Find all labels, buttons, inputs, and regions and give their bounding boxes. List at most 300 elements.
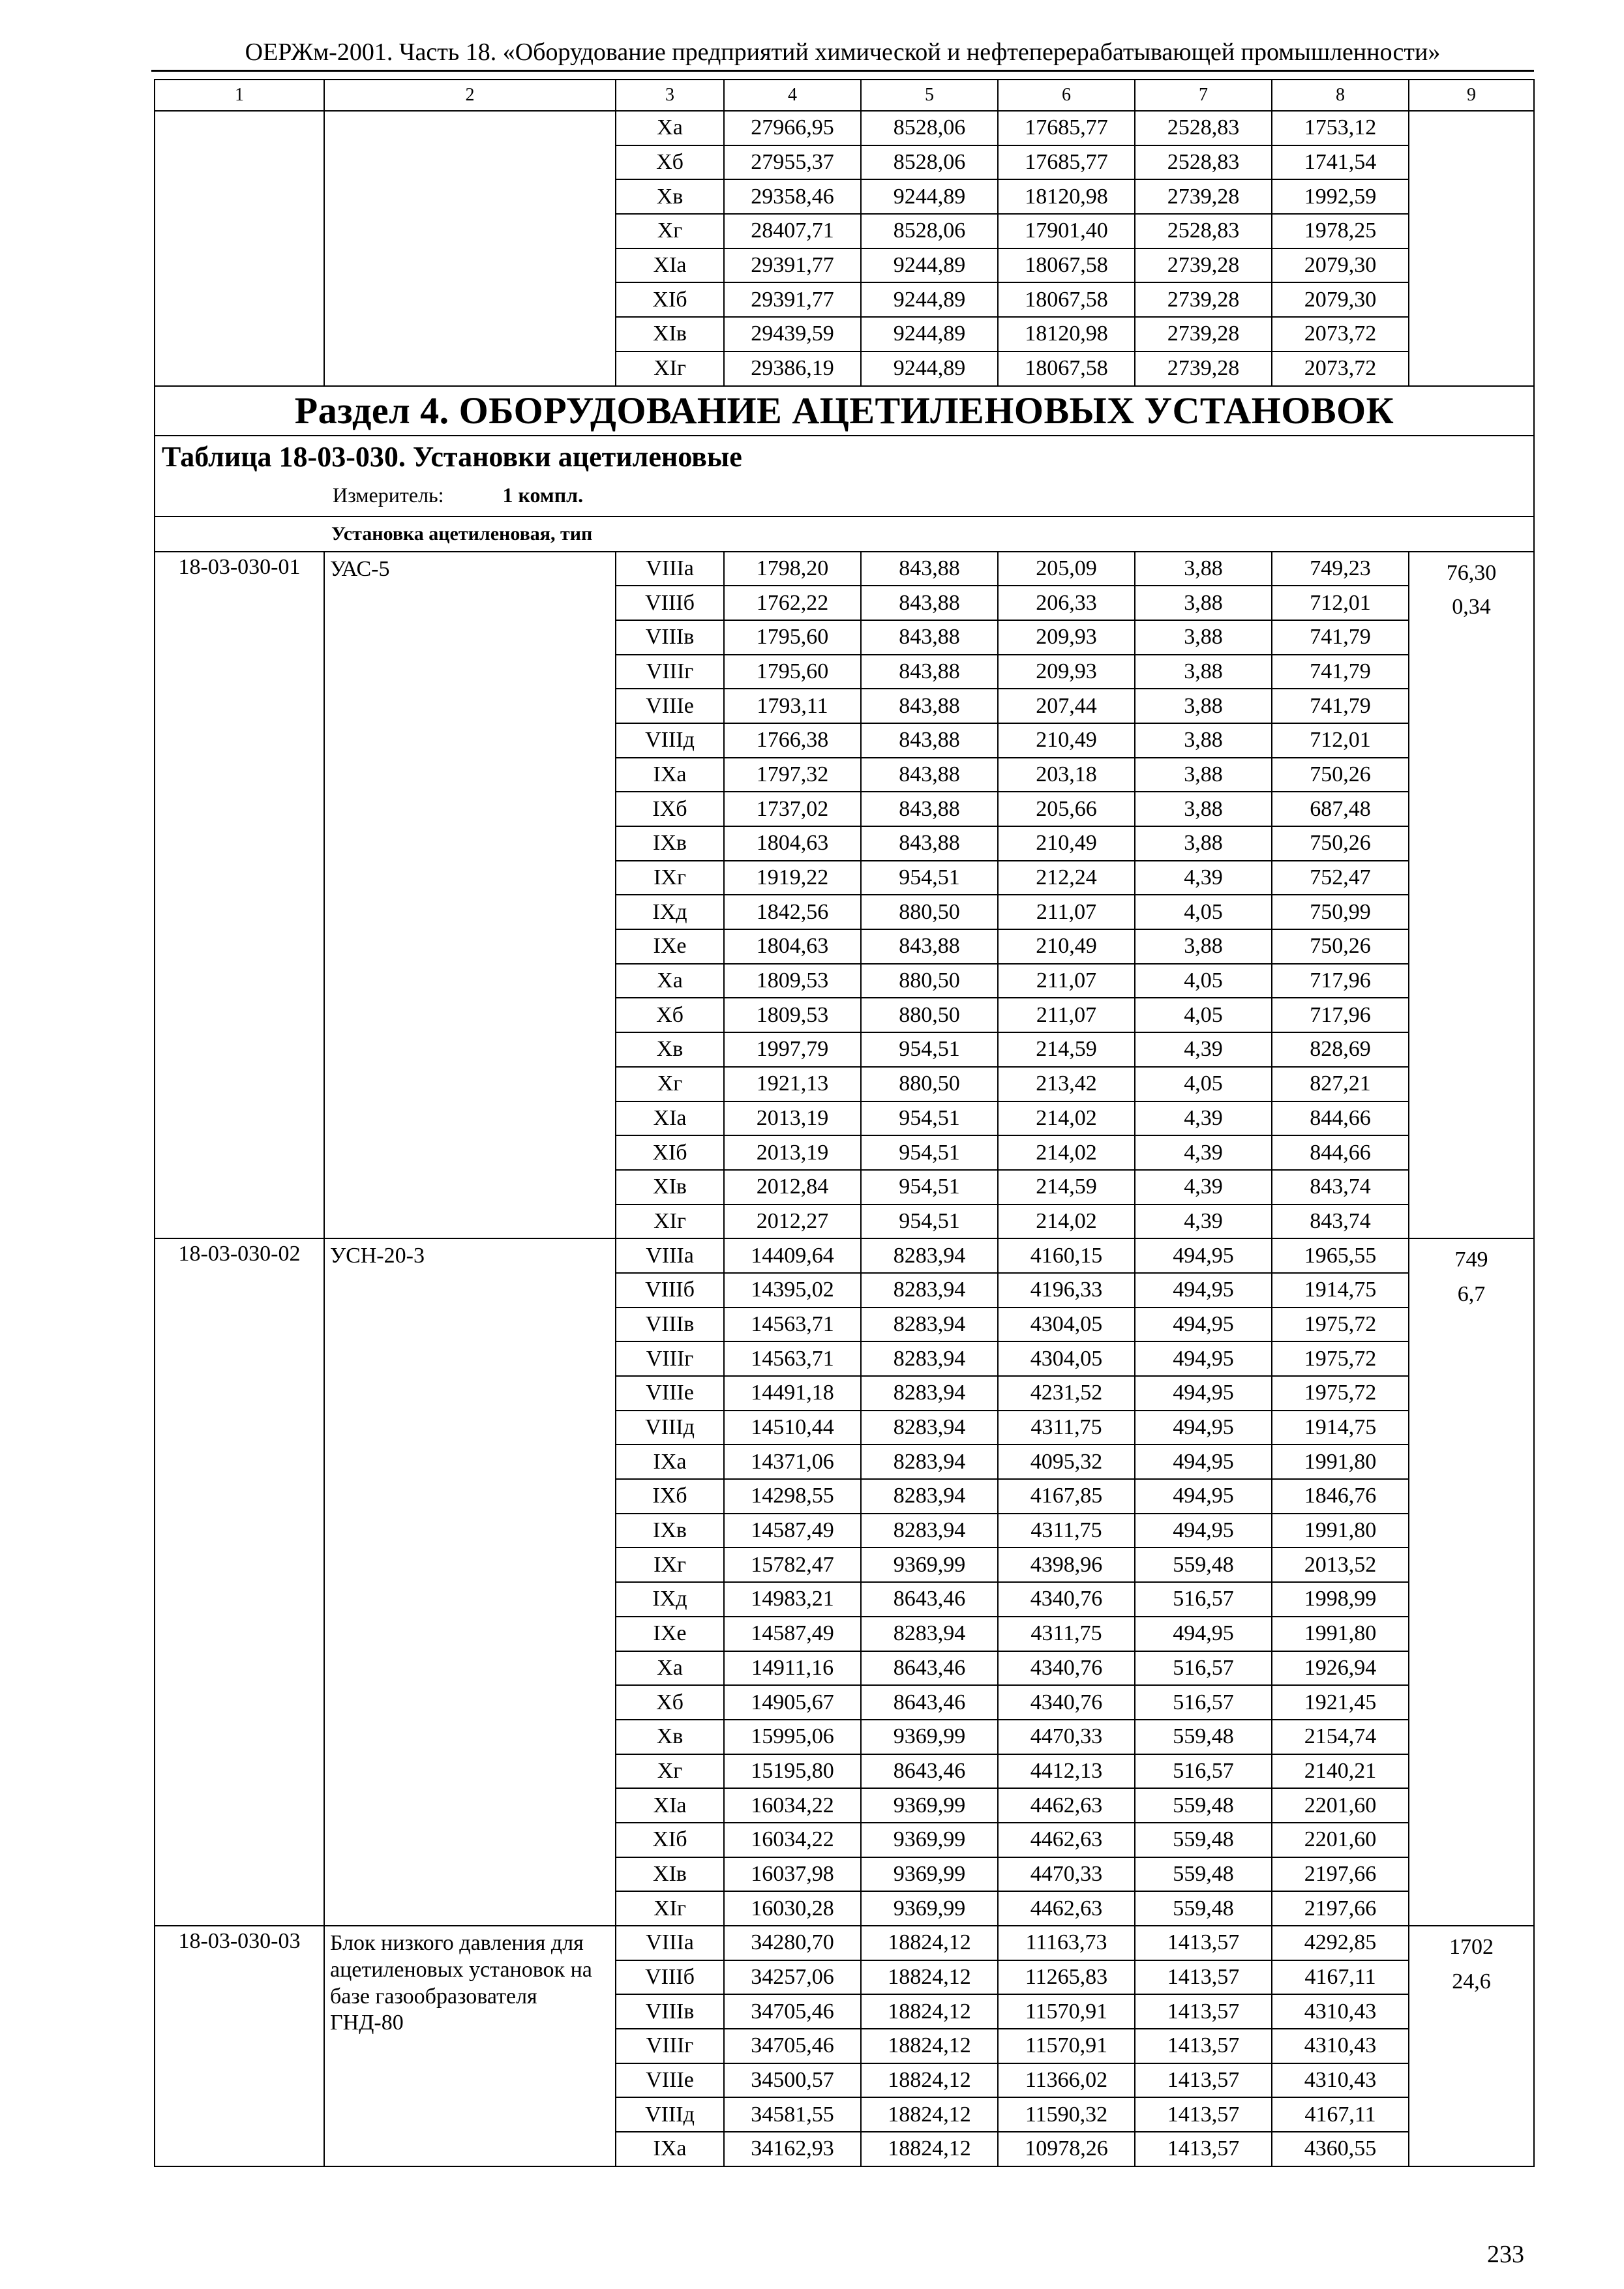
total-cost: 34257,06 (724, 1960, 861, 1995)
machine-cost: 4231,52 (998, 1376, 1135, 1411)
labor-cost: 880,50 (861, 1067, 998, 1101)
labor-cost: 8528,06 (861, 214, 998, 248)
machine-cost: 11570,91 (998, 1994, 1135, 2029)
region-code: Xв (616, 1032, 724, 1067)
region-code: Xа (616, 111, 724, 145)
machine-cost: 4304,05 (998, 1308, 1135, 1342)
machinist-wage: 4,39 (1135, 1170, 1272, 1204)
machine-cost: 207,44 (998, 689, 1135, 723)
machinist-wage: 559,48 (1135, 1891, 1272, 1926)
machinist-wage: 4,05 (1135, 964, 1272, 998)
region-code: VIIIе (616, 689, 724, 723)
region-code: Xб (616, 1685, 724, 1720)
machinist-wage: 516,57 (1135, 1754, 1272, 1789)
machine-cost: 210,49 (998, 929, 1135, 964)
code-cell-blank (155, 111, 324, 386)
machinist-wage: 3,88 (1135, 792, 1272, 826)
total-cost: 2012,84 (724, 1170, 861, 1204)
column-number: 5 (861, 80, 998, 111)
total-cost: 1797,32 (724, 758, 861, 792)
table-row (155, 1238, 1534, 1273)
machinist-wage: 2528,83 (1135, 145, 1272, 180)
region-code: XIа (616, 248, 724, 283)
region-code: VIIIв (616, 620, 724, 655)
machinist-wage: 4,05 (1135, 895, 1272, 929)
column-number: 7 (1135, 80, 1272, 111)
materials-cost: 2140,21 (1272, 1754, 1409, 1789)
region-code: VIIIд (616, 2097, 724, 2132)
materials-cost: 752,47 (1272, 861, 1409, 895)
equipment-weight: 749 (1454, 1248, 1488, 1272)
materials-cost: 1991,80 (1272, 1514, 1409, 1548)
region-code: XIг (616, 1204, 724, 1239)
machine-cost: 214,59 (998, 1032, 1135, 1067)
total-cost: 14905,67 (724, 1685, 861, 1720)
region-code: VIIIб (616, 1273, 724, 1308)
machine-cost: 4340,76 (998, 1651, 1135, 1686)
labor-cost: 8283,94 (861, 1514, 998, 1548)
region-code: VIIIе (616, 2063, 724, 2098)
materials-cost: 1965,55 (1272, 1238, 1409, 1273)
total-cost: 14395,02 (724, 1273, 861, 1308)
total-cost: 14587,49 (724, 1617, 861, 1651)
labor-cost: 9369,99 (861, 1823, 998, 1857)
labor-cost: 880,50 (861, 964, 998, 998)
materials-cost: 1991,80 (1272, 1444, 1409, 1479)
region-code: VIIIг (616, 2029, 724, 2063)
total-cost: 27955,37 (724, 145, 861, 180)
machine-cost: 11163,73 (998, 1926, 1135, 1960)
labor-cost: 843,88 (861, 929, 998, 964)
machine-cost: 205,09 (998, 552, 1135, 586)
machine-cost: 4304,05 (998, 1341, 1135, 1376)
norms-table (154, 79, 1535, 2167)
materials-cost: 1753,12 (1272, 111, 1409, 145)
labor-cost: 9369,99 (861, 1857, 998, 1892)
materials-cost: 1926,94 (1272, 1651, 1409, 1686)
materials-cost: 4310,43 (1272, 2063, 1409, 2098)
machinist-wage: 494,95 (1135, 1411, 1272, 1445)
machinist-wage: 1413,57 (1135, 2132, 1272, 2166)
machine-cost: 214,02 (998, 1101, 1135, 1136)
region-code: IXе (616, 929, 724, 964)
materials-cost: 750,99 (1272, 895, 1409, 929)
machine-cost: 18120,98 (998, 317, 1135, 352)
machine-cost: 11570,91 (998, 2029, 1135, 2063)
machinist-wage: 3,88 (1135, 758, 1272, 792)
region-code: Xг (616, 1067, 724, 1101)
meter-label: Измеритель: (333, 483, 444, 507)
materials-cost: 2073,72 (1272, 317, 1409, 352)
norm-code: 18-03-030-02 (155, 1238, 324, 1926)
labor-cost: 954,51 (861, 861, 998, 895)
machinist-wage: 494,95 (1135, 1273, 1272, 1308)
total-cost: 15782,47 (724, 1548, 861, 1582)
table-body (155, 80, 1534, 2166)
labor-cost: 843,88 (861, 826, 998, 861)
machinist-wage: 1413,57 (1135, 1994, 1272, 2029)
extra-values (1409, 1238, 1534, 1926)
machine-cost: 17685,77 (998, 145, 1135, 180)
table-title: Таблица 18-03-030. Установки ацетиленовые (162, 440, 742, 473)
machine-cost: 213,42 (998, 1067, 1135, 1101)
machinist-wage: 4,05 (1135, 998, 1272, 1032)
machinist-wage: 4,39 (1135, 861, 1272, 895)
equipment-name: УСН-20-3 (324, 1238, 616, 1926)
region-code: XIб (616, 282, 724, 317)
machine-cost: 211,07 (998, 998, 1135, 1032)
region-code: XIб (616, 1135, 724, 1170)
materials-cost: 1975,72 (1272, 1341, 1409, 1376)
region-code: XIв (616, 317, 724, 352)
region-code: IXа (616, 2132, 724, 2166)
page-number: 233 (1487, 2241, 1524, 2268)
machinist-wage: 1413,57 (1135, 1926, 1272, 1960)
total-cost: 29391,77 (724, 282, 861, 317)
section-title: Раздел 4. ОБОРУДОВАНИЕ АЦЕТИЛЕНОВЫХ УСТАНОВОК (155, 386, 1534, 436)
materials-cost: 712,01 (1272, 723, 1409, 758)
total-cost: 34581,55 (724, 2097, 861, 2132)
machinist-wage: 516,57 (1135, 1651, 1272, 1686)
labor-cost: 843,88 (861, 552, 998, 586)
column-number: 8 (1272, 80, 1409, 111)
region-code: IXб (616, 792, 724, 826)
total-cost: 29391,77 (724, 248, 861, 283)
machinist-wage: 3,88 (1135, 552, 1272, 586)
total-cost: 1762,22 (724, 586, 861, 620)
labor-cost: 18824,12 (861, 1960, 998, 1995)
materials-cost: 2154,74 (1272, 1720, 1409, 1754)
total-cost: 15995,06 (724, 1720, 861, 1754)
machine-cost: 4470,33 (998, 1857, 1135, 1892)
machine-cost: 18067,58 (998, 282, 1135, 317)
machinist-wage: 559,48 (1135, 1823, 1272, 1857)
labor-cost: 9244,89 (861, 248, 998, 283)
materials-cost: 828,69 (1272, 1032, 1409, 1067)
machine-cost: 4462,63 (998, 1788, 1135, 1823)
labor-cost: 18824,12 (861, 2063, 998, 2098)
labor-cost: 8283,94 (861, 1376, 998, 1411)
machinist-wage: 3,88 (1135, 655, 1272, 689)
machine-cost: 203,18 (998, 758, 1135, 792)
region-code: Xв (616, 179, 724, 214)
materials-cost: 4310,43 (1272, 1994, 1409, 2029)
machinist-wage: 3,88 (1135, 620, 1272, 655)
machine-cost: 11590,32 (998, 2097, 1135, 2132)
total-cost: 1921,13 (724, 1067, 861, 1101)
total-cost: 1919,22 (724, 861, 861, 895)
labor-cost: 8283,94 (861, 1617, 998, 1651)
machinist-wage: 494,95 (1135, 1479, 1272, 1514)
total-cost: 34705,46 (724, 2029, 861, 2063)
total-cost: 14298,55 (724, 1479, 861, 1514)
machine-cost: 210,49 (998, 723, 1135, 758)
labor-cost: 9369,99 (861, 1788, 998, 1823)
labor-cost: 8643,46 (861, 1582, 998, 1617)
materials-cost: 2197,66 (1272, 1891, 1409, 1926)
labor-cost: 8283,94 (861, 1341, 998, 1376)
materials-cost: 750,26 (1272, 826, 1409, 861)
labor-cost: 8283,94 (861, 1444, 998, 1479)
norm-code: 18-03-030-01 (155, 552, 324, 1239)
labor-cost: 8283,94 (861, 1238, 998, 1273)
machinist-wage: 3,88 (1135, 586, 1272, 620)
machine-cost: 18067,58 (998, 248, 1135, 283)
equipment-name: УАС-5 (324, 552, 616, 1239)
extra-values (1409, 552, 1534, 1239)
materials-cost: 750,26 (1272, 758, 1409, 792)
materials-cost: 741,79 (1272, 689, 1409, 723)
machinist-wage: 2739,28 (1135, 317, 1272, 352)
machinist-wage: 516,57 (1135, 1582, 1272, 1617)
total-cost: 29439,59 (724, 317, 861, 352)
machine-cost: 11265,83 (998, 1960, 1135, 1995)
machinist-wage: 2739,28 (1135, 179, 1272, 214)
machinist-wage: 494,95 (1135, 1376, 1272, 1411)
machinist-wage: 4,39 (1135, 1135, 1272, 1170)
total-cost: 34705,46 (724, 1994, 861, 2029)
total-cost: 1766,38 (724, 723, 861, 758)
materials-cost: 1914,75 (1272, 1273, 1409, 1308)
machine-cost: 4311,75 (998, 1617, 1135, 1651)
region-code: VIIIа (616, 552, 724, 586)
region-code: VIIIв (616, 1994, 724, 2029)
region-code: VIIIв (616, 1308, 724, 1342)
region-code: IXв (616, 826, 724, 861)
region-code: Xг (616, 1754, 724, 1789)
machinist-wage: 3,88 (1135, 723, 1272, 758)
machine-cost: 205,66 (998, 792, 1135, 826)
region-code: IXд (616, 895, 724, 929)
total-cost: 1737,02 (724, 792, 861, 826)
machinist-wage: 494,95 (1135, 1308, 1272, 1342)
region-code: IXа (616, 758, 724, 792)
total-cost: 16034,22 (724, 1823, 861, 1857)
region-code: XIа (616, 1101, 724, 1136)
total-cost: 14587,49 (724, 1514, 861, 1548)
machine-cost: 4462,63 (998, 1891, 1135, 1926)
table-row (155, 111, 1534, 145)
total-cost: 29386,19 (724, 352, 861, 386)
machinist-wage: 516,57 (1135, 1685, 1272, 1720)
labor-cost: 880,50 (861, 998, 998, 1032)
materials-cost: 2201,60 (1272, 1788, 1409, 1823)
machinist-wage: 2739,28 (1135, 282, 1272, 317)
materials-cost: 1921,45 (1272, 1685, 1409, 1720)
labor-cost: 8643,46 (861, 1651, 998, 1686)
machine-cost: 211,07 (998, 895, 1135, 929)
total-cost: 34280,70 (724, 1926, 861, 1960)
region-code: VIIIг (616, 655, 724, 689)
table-row (155, 1926, 1534, 1960)
labor-cost: 9369,99 (861, 1891, 998, 1926)
total-cost: 2013,19 (724, 1135, 861, 1170)
machinist-wage: 3,88 (1135, 689, 1272, 723)
region-code: IXд (616, 1582, 724, 1617)
machinist-wage: 494,95 (1135, 1444, 1272, 1479)
total-cost: 1997,79 (724, 1032, 861, 1067)
table-title-cell (155, 436, 1534, 516)
labor-cost: 954,51 (861, 1135, 998, 1170)
machinist-wage: 1413,57 (1135, 2063, 1272, 2098)
subheading-row (155, 516, 1534, 552)
machine-cost: 18067,58 (998, 352, 1135, 386)
total-cost: 14371,06 (724, 1444, 861, 1479)
running-header: ОЕРЖм-2001. Часть 18. «Оборудование предприятий химической и нефтеперерабатывающей промышленности» (245, 38, 1441, 66)
machine-cost: 18120,98 (998, 179, 1135, 214)
labor-cost: 8643,46 (861, 1685, 998, 1720)
column-number: 4 (724, 80, 861, 111)
region-code: XIа (616, 1788, 724, 1823)
region-code: VIIIб (616, 1960, 724, 1995)
machine-cost: 4311,75 (998, 1514, 1135, 1548)
materials-cost: 4310,43 (1272, 2029, 1409, 2063)
machinist-wage: 2739,28 (1135, 248, 1272, 283)
column-number: 6 (998, 80, 1135, 111)
materials-cost: 844,66 (1272, 1135, 1409, 1170)
total-cost: 28407,71 (724, 214, 861, 248)
machinist-wage: 2528,83 (1135, 214, 1272, 248)
meter-line (162, 485, 1531, 505)
total-cost: 1793,11 (724, 689, 861, 723)
labor-cost: 8283,94 (861, 1308, 998, 1342)
total-cost: 14563,71 (724, 1308, 861, 1342)
labor-cost: 843,88 (861, 620, 998, 655)
machine-cost: 209,93 (998, 655, 1135, 689)
region-code: IXг (616, 861, 724, 895)
table-row (155, 552, 1534, 586)
materials-cost: 741,79 (1272, 655, 1409, 689)
total-cost: 1798,20 (724, 552, 861, 586)
equipment-power: 6,7 (1457, 1281, 1486, 1306)
materials-cost: 1846,76 (1272, 1479, 1409, 1514)
machine-cost: 4167,85 (998, 1479, 1135, 1514)
materials-cost: 717,96 (1272, 964, 1409, 998)
labor-cost: 18824,12 (861, 1926, 998, 1960)
total-cost: 14491,18 (724, 1376, 861, 1411)
machine-cost: 211,07 (998, 964, 1135, 998)
total-cost: 14510,44 (724, 1411, 861, 1445)
machine-cost: 17901,40 (998, 214, 1135, 248)
machinist-wage: 4,39 (1135, 1032, 1272, 1067)
section-title-row (155, 386, 1534, 436)
region-code: Xа (616, 964, 724, 998)
machinist-wage: 559,48 (1135, 1548, 1272, 1582)
materials-cost: 4360,55 (1272, 2132, 1409, 2166)
table-title-row (155, 436, 1534, 516)
materials-cost: 1978,25 (1272, 214, 1409, 248)
region-code: IXг (616, 1548, 724, 1582)
labor-cost: 9369,99 (861, 1720, 998, 1754)
labor-cost: 9244,89 (861, 282, 998, 317)
region-code: Xв (616, 1720, 724, 1754)
equipment-power: 24,6 (1452, 1969, 1491, 1994)
total-cost: 34500,57 (724, 2063, 861, 2098)
materials-cost: 1975,72 (1272, 1376, 1409, 1411)
total-cost: 1809,53 (724, 998, 861, 1032)
region-code: VIIIа (616, 1238, 724, 1273)
machinist-wage: 4,39 (1135, 1204, 1272, 1239)
materials-cost: 687,48 (1272, 792, 1409, 826)
machinist-wage: 559,48 (1135, 1720, 1272, 1754)
region-code: VIIIе (616, 1376, 724, 1411)
total-cost: 16034,22 (724, 1788, 861, 1823)
labor-cost: 8283,94 (861, 1273, 998, 1308)
materials-cost: 1992,59 (1272, 179, 1409, 214)
equipment-name: Блок низкого давления для ацетиленовых установок на базе газообразователя ГНД-80 (324, 1926, 616, 2166)
labor-cost: 843,88 (861, 689, 998, 723)
materials-cost: 2079,30 (1272, 282, 1409, 317)
materials-cost: 2201,60 (1272, 1823, 1409, 1857)
region-code: VIIIг (616, 1341, 724, 1376)
materials-cost: 844,66 (1272, 1101, 1409, 1136)
extra-values (1409, 1926, 1534, 2166)
materials-cost: 4292,85 (1272, 1926, 1409, 1960)
labor-cost: 880,50 (861, 895, 998, 929)
machine-cost: 206,33 (998, 586, 1135, 620)
materials-cost: 1998,99 (1272, 1582, 1409, 1617)
materials-cost: 1914,75 (1272, 1411, 1409, 1445)
region-code: VIIIа (616, 1926, 724, 1960)
materials-cost: 749,23 (1272, 552, 1409, 586)
total-cost: 2012,27 (724, 1204, 861, 1239)
region-code: IXе (616, 1617, 724, 1651)
total-cost: 1804,63 (724, 826, 861, 861)
total-cost: 2013,19 (724, 1101, 861, 1136)
labor-cost: 8528,06 (861, 111, 998, 145)
total-cost: 1795,60 (724, 655, 861, 689)
machine-cost: 4462,63 (998, 1823, 1135, 1857)
machine-cost: 4398,96 (998, 1548, 1135, 1582)
total-cost: 16030,28 (724, 1891, 861, 1926)
total-cost: 14911,16 (724, 1651, 861, 1686)
labor-cost: 954,51 (861, 1170, 998, 1204)
machine-cost: 214,02 (998, 1135, 1135, 1170)
labor-cost: 843,88 (861, 586, 998, 620)
total-cost: 27966,95 (724, 111, 861, 145)
machinist-wage: 1413,57 (1135, 1960, 1272, 1995)
machine-cost: 4196,33 (998, 1273, 1135, 1308)
total-cost: 1809,53 (724, 964, 861, 998)
labor-cost: 843,88 (861, 655, 998, 689)
column-number: 3 (616, 80, 724, 111)
column-number: 1 (155, 80, 324, 111)
column-number: 2 (324, 80, 616, 111)
region-code: XIв (616, 1170, 724, 1204)
machinist-wage: 3,88 (1135, 826, 1272, 861)
machine-cost: 4311,75 (998, 1411, 1135, 1445)
column-numbers-row (155, 80, 1534, 111)
labor-cost: 9369,99 (861, 1548, 998, 1582)
total-cost: 14983,21 (724, 1582, 861, 1617)
machinist-wage: 494,95 (1135, 1238, 1272, 1273)
materials-cost: 827,21 (1272, 1067, 1409, 1101)
materials-cost: 2079,30 (1272, 248, 1409, 283)
machine-cost: 4412,13 (998, 1754, 1135, 1789)
materials-cost: 1741,54 (1272, 145, 1409, 180)
machine-cost: 209,93 (998, 620, 1135, 655)
labor-cost: 8283,94 (861, 1411, 998, 1445)
labor-cost: 8643,46 (861, 1754, 998, 1789)
equipment-power: 0,34 (1452, 595, 1491, 620)
region-code: Xг (616, 214, 724, 248)
labor-cost: 18824,12 (861, 2029, 998, 2063)
column-number: 9 (1409, 80, 1534, 111)
materials-cost: 717,96 (1272, 998, 1409, 1032)
machinist-wage: 4,39 (1135, 1101, 1272, 1136)
materials-cost: 1991,80 (1272, 1617, 1409, 1651)
labor-cost: 8528,06 (861, 145, 998, 180)
